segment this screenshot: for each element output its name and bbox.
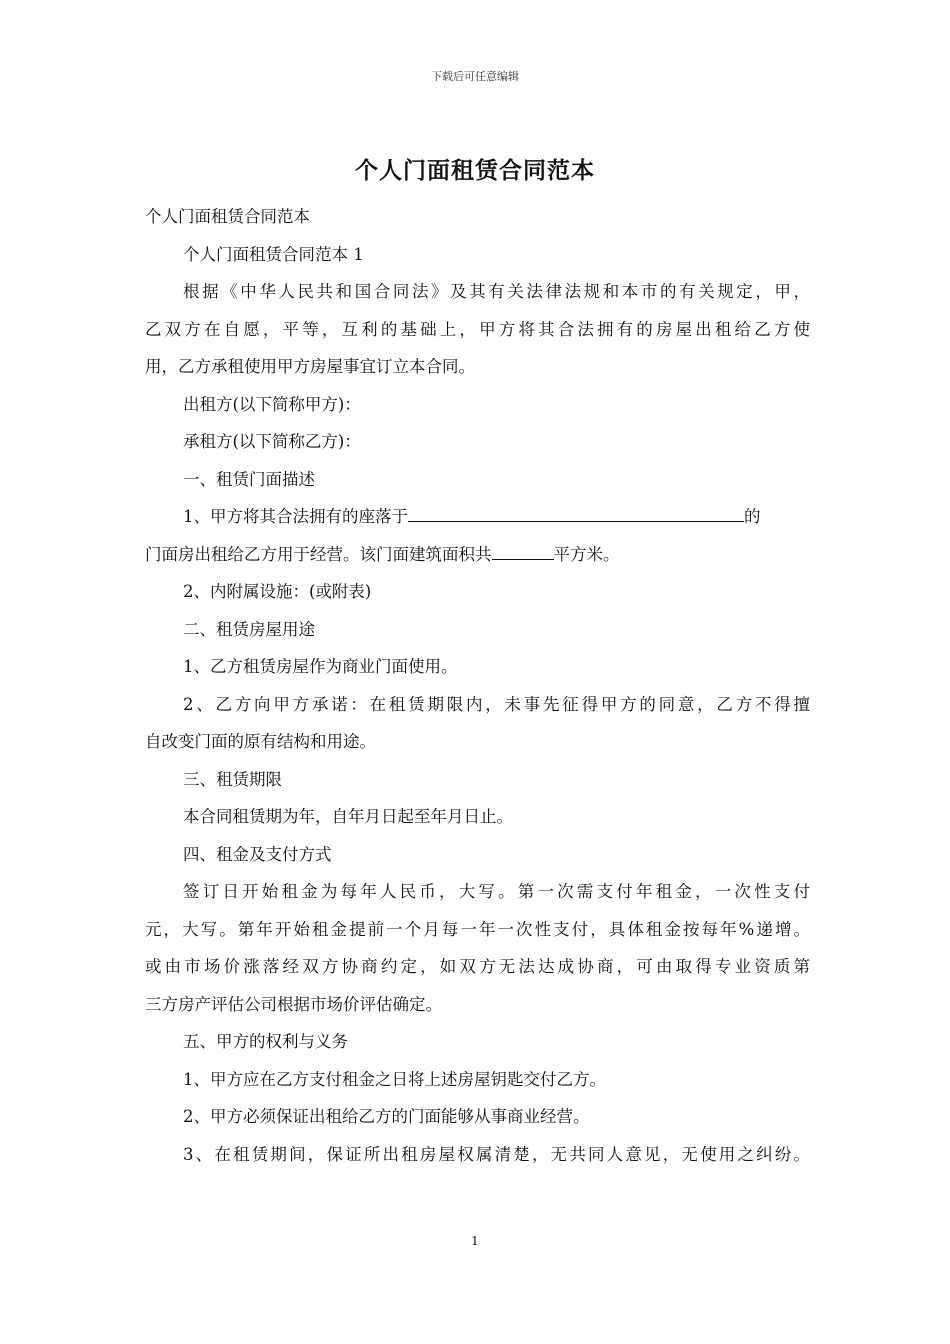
paragraph-line: 乙双方在自愿，平等，互利的基础上，甲方将其合法拥有的房屋出租给乙方使 [145, 319, 810, 339]
paragraph-line: 本合同租赁期为年，自年月日起至年月日止。 [183, 807, 513, 826]
text-segment: 的 [744, 507, 761, 526]
fill-in-blank [492, 537, 554, 560]
paragraph-line: 自改变门面的原有结构和用途。 [145, 732, 376, 751]
paragraph-line: 3、在租赁期间，保证所出租房屋权属清楚，无共同人意见，无使用之纠纷。 [183, 1144, 810, 1164]
document-title: 个人门面租赁合同范本 [355, 157, 595, 184]
paragraph-line [145, 536, 810, 574]
paragraph-line: 2、甲方必须保证出租给乙方的门面能够从事商业经营。 [183, 1107, 590, 1126]
subtitle: 个人门面租赁合同范本 [145, 207, 310, 226]
page-number: 1 [471, 1234, 479, 1248]
fill-in-blank [408, 499, 744, 522]
paragraph-line [145, 498, 810, 536]
section-title: 个人门面租赁合同范本 1 [183, 244, 364, 264]
paragraph-line: 1、甲方应在乙方支付租金之日将上述房屋钥匙交付乙方。 [183, 1069, 606, 1089]
paragraph-line: 1、乙方租赁房屋作为商业门面使用。 [183, 657, 458, 676]
lessor-line: 出租方(以下简称甲方)： [183, 394, 361, 414]
header-note: 下载后可任意编辑 [431, 70, 519, 83]
text-segment: 1、甲方将其合法拥有的座落于 [183, 507, 408, 526]
text-segment: 平方米。 [553, 544, 620, 564]
section-heading: 一、租赁门面描述 [183, 469, 315, 489]
section-heading: 四、租金及支付方式 [183, 844, 332, 864]
document-body [145, 198, 810, 1173]
paragraph-line: 元，大写。第年开始租金提前一个月每一年一次性支付，具体租金按每年%递增。 [145, 919, 810, 939]
paragraph-line: 2、乙方向甲方承诺：在租赁期限内，未事先征得甲方的同意，乙方不得擅 [183, 694, 810, 714]
paragraph-line: 2、内附属设施：(或附表) [183, 582, 372, 601]
paragraph-line: 根据《中华人民共和国合同法》及其有关法律法规和本市的有关规定，甲， [183, 282, 810, 301]
section-heading: 五、甲方的权利与义务 [183, 1032, 348, 1051]
paragraph-line: 三方房产评估公司根据市场价评估确定。 [145, 994, 442, 1014]
section-heading: 三、租赁期限 [183, 769, 282, 789]
lessee-line: 承租方(以下简称乙方)： [183, 432, 361, 451]
section-heading: 二、租赁房屋用途 [183, 619, 315, 639]
text-segment: 门面房出租给乙方用于经营。该门面建筑面积共 [145, 544, 492, 564]
paragraph-line: 或由市场价涨落经双方协商约定，如双方无法达成协商，可由取得专业资质第 [145, 957, 810, 976]
paragraph-line: 签订日开始租金为每年人民币，大写。第一次需支付年租金，一次性支付 [183, 882, 810, 901]
paragraph-line: 用，乙方承租使用甲方房屋事宜订立本合同。 [145, 357, 475, 376]
